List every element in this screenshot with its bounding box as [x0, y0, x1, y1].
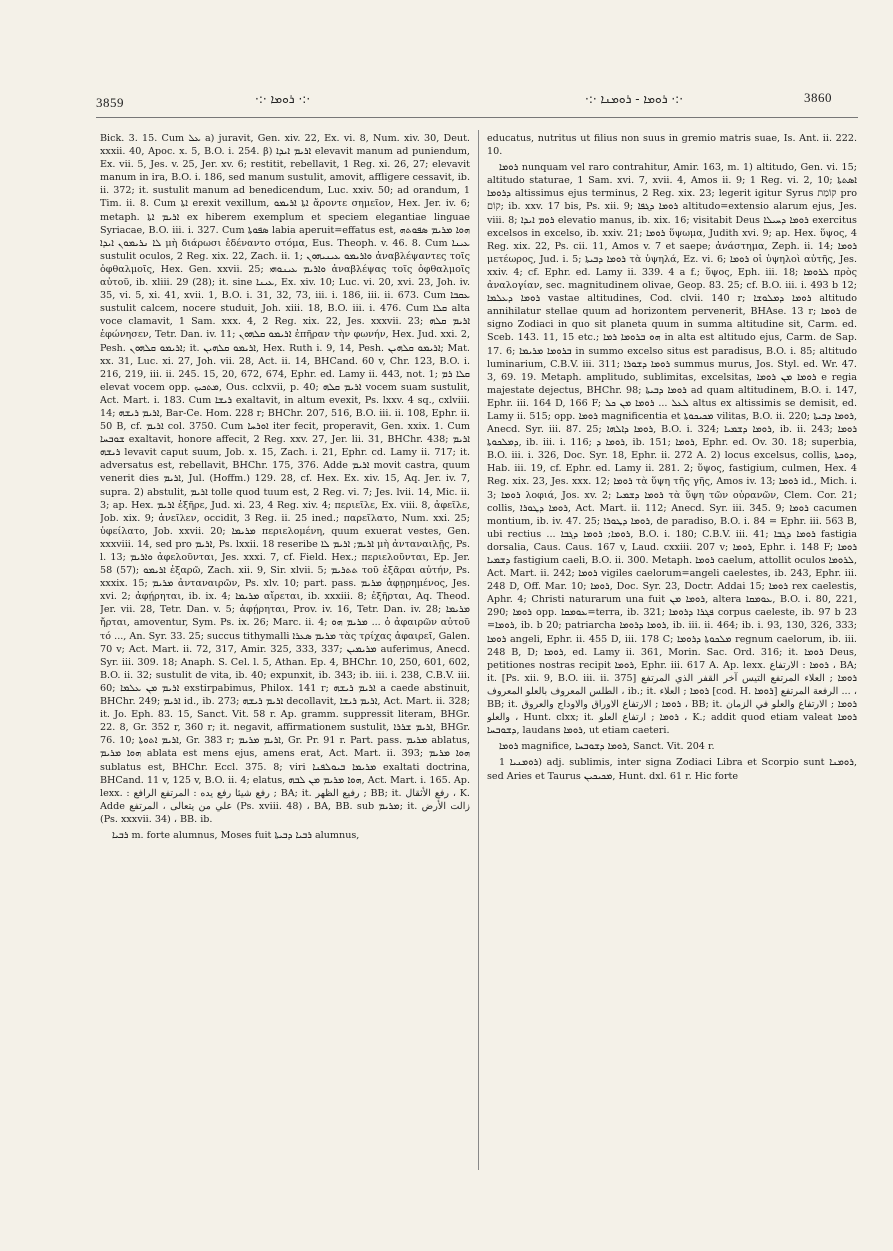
left-column — [100, 132, 470, 1172]
entry-paragraph: ܪܘܡܢܝܐ 1) adj. sublimis, inter signa Zodiaci Libra et Scorpio sunt ܪܘܡܢܐ, sed Aries et Taurus ܡܟܝܟܝܢ, Hunt. dxl. 61 r. Hic forte — [487, 757, 857, 782]
right-running-head: ·:· ܪܘܡܐ - ܪܘܡܢܐ ·:· — [585, 92, 684, 106]
left-running-head: ·:· ܪܘܡܐ ·:· — [255, 92, 311, 106]
header-rule — [96, 117, 858, 118]
right-column — [487, 132, 857, 1172]
page-header — [0, 0, 893, 110]
entry-paragraph: educatus, nutritus ut filius non suus in gremio matris suae, Is. Ant. ii. 222. 10. — [487, 133, 857, 158]
entry-paragraph: ܪܘܡܐ nunquam vel raro contrahitur, Amir. 163, m. 1) altitudo, Gen. vi. 15; altitudo staturae, 1 Sam. xvi. 7, xvii. 4, Amos ii. 9; 1 Reg. vi. 2, 10; ܐܣܬܬܐ ܕܪܘܡܐ altissimus ejus terminus, 2 Reg. xix. 23; legerit igitur Syrus קוֹמַת pro קוֹם; ib. xxv. 17 bis, Ps. xii. 9; ܪܘܡܐ ܕܓܦܐ altitudo=extensio alarum ejus, Jes. viii. 8; ܪܘܡ ܐܝܕܐ elevatio manus, ib. xix. 16; visitabit Deus ܪܘܡܐ ܕܚܝܠܐ exercitus excelsos in excelso, ib. xxiv. 21; ܪܘܡܐ ὕψωμα, Judith xvi. 9; ap. Hex. ὕψος, 4 Reg. xix. 22, Ps. cii. 11, Amos v. 7 et saepe; ἀνάστημα, Zeph. ii. 14; ܪܘܡܐ μετέωρος, Jud. i. 5; ܪܘܡܐ ܕܒܝܬܐ τὰ ὑψηλά, Ez. vi. 6; ܪܘܡܐ οἱ ὑψηλοὶ αὐτῆς, Jes. xxiv. 4; cf. Ephr. ed. Lamy ii. 339. 4 a f.; ὕψος, Eph. iii. 18; ܠܪܘܡܐ πρὸς ἀναλογίαν, sec. magnitudinem olivae, Geop. 83. 25; cf. B.O. iii. i. 493 b 12; ܪܘܡܐ ܕܥܠܡܐ vastae altitudines, Cod. clvii. 140 r; ܪܘܡܐ ܕܡܠܘܫܐ altitudo annihilatur stellae quum ad horizontem pervenerit, BHAse. 13 r; ܪܘܡܐ de signo Zodiaci in quo sit planeta quum in summa altitudine sit, Carm. ed. Sceb. 143. 11, 15 etc.; ܗܘ ܒܪܘܡܐ ܪܡܐ in alta est altitudo ejus, Carm. de Sap. 17. 6; ܒܪܘܡܐ ܡܪܝܡܐ in summo excelso situs est paradisus, B.O. i. 85; altitudo luminarium, C.B.V. iii. 311; ܪܘܡܐ ܕܫܘܪܐ summus murus, Jos. Styl. ed. Wr. 47. 3, 69. 19. Metaph. amplitudo, sublimitas, excelsitas, ܪܘܡܐ ܡܢ ܪܘܡܐ e regia majestate dejectus, BHChr. 98; ܪܘܡܐ ܕܒܝܬܐ ad quam altitudinem, B.O. i. 147, Ephr. iii. 164 D, 166 F; ܠܥܠ ... ܪܘܡܐ ܡܢ ܟܠ altus ex altissimis se demisit, ed. Lamy ii. 515; opp. ܪܘܡܐ magnificentia et ܡܟܝܟܘܬܐ vilitas, B.O. ii. 220; ܪܘܡܐ ܕܒܝܬܐ, Anecd. Syr. iii. 87. 25; ܪܘܡܐ ܕܐܠܗܐ, B.O. i. 324; ܪܘܡܐ ܕܫܡܝܐ, ib. ii. 243; ܪܘܡܐ ܕܡܠܟܘܬܐ, ib. iii. i. 116; ܪܘܡܐ ܕ, ib. 151; ܪܘܡܐ, Ephr. ed. Ov. 30. 18; superbia, B.O. iii. i. 326, Doc. Syr. 18, Ephr. ii. 272 A. 2) locus excelsus, collis, ܕܘܟܬܐ, Hab. iii. 19, cf. Ephr. ed. Lamy ii. 281. 2; ὕψος, fastigium, culmen, Hex. 4 Reg. xix. 23, Jes. xxx. 12; ܪܘܡܐ τὰ ὕψη τῆς γῆς, Amos iv. 13; ܪܘܡܐ id., Mich. i. 3; ܪܘܡܐ λοφιά, Jos. xv. 2; ܪܘܡܐ ܕܫܡܝܐ τὰ ὕψη τῶν οὐρανῶν, Clem. Cor. 21; collis, ܪܘܡܐ ܕܛܘܪܐ, Act. Mart. ii. 112; Anecd. Syr. iii. 345. 9; ܪܘܡܐ cacumen montium, ib. iv. 47. 25; ܪܘܡܐ ܕܛܘܪܐ, de paradiso, B.O. i. 84 = Ephr. iii. 563 B, ubi rectius ... ܪܘܡܐ; ܪܘܡܐ ܕܓܒܐ, B.O. i. 180; C.B.V. iii. 41; ܪܘܡܐ ܕܓܒܐ fastigia dorsalia, Caus. Caus. 167 v, Laud. cxxiii. 207 v; ܪܘܡܐ, Ephr. i. 148 F; ܪܘܡܐ ܕܫܡܝܐ fastigium caeli, B.O. ii. 300. Metaph. ܪܘܡܐ caelum, attollit oculos ܠܪܘܡܐ, Act. Mart. ii. 242; ܪܘܡܐ vigiles caelorum=angeli caelestes, ib. 243, Ephr. iii. 248 D, Off. Mar. 10; ܪܘܡܐ, Doc. Syr. 23, Doctr. Addai 15; ܪܘܡܐ rex caelestis, Aphr. 4; Christi naturarum una fuit ܪܘܡܐ ܡܢ, altera ܥܘܡܩܐ, B.O. i. 80, 221, 290; ܪܘܡܐ opp. ܥܘܡܩܐ=terra, ib. 321; ܦܓܪܐ ܕܪܘܡܐ corpus caeleste, ib. 97 b 23 =ܪܘܡܐ, ib. b 20; patriarcha ܪܘܡܐ ܕܪܘܡܐ, ib. iii. ii. 464; ib. i. 93, 130, 326, 333; ܪܘܡܐ angeli, Ephr. ii. 455 D, iii. 178 C; ܡܠܟܘܬܐ ܕܪܘܡܐ regnum caelorum, ib. iii. 248 B, D; ܪܘܡܐ, ed. Lamy ii. 361, Morin. Sac. Ord. 316; it. ܪܘܡܐ Deus, petitiones nostras recipit ܪܘܡܐ, Ephr. iii. 617 A. Ap. lexx. ܪܘܡܐ : الارتفاع ، BA; it. [Ps. xii. 9, B.O. iii. ii. 375] ܪܘܡܐ ; العلاء المرتفع التيس آخر القفر الذي المرتفع الطلس المعروف بالعلو المعروف ، ib.; it. ܪܘܡܐ ; العلاء [cod. H. ܪܘܡܐ] الرفعة المرتفع ... ، BB; it. ܪܘܡܐ ; الارتفاع الاوراق والاوداج والعروق ، BB; it. ܪܘܡܐ ; الارتفاع والعلو في الزمان والعلو ، Hunt. clxx; it. ܪܘܡܐ ; ارتفاع العلو ، K.; addit quod etiam valeat ܪܘܡܐ ܕܫܘܒܚܐ, laudans ܪܘܡܐ, ut etiam caeteri. — [487, 162, 857, 737]
right-page-number: 3860 — [804, 90, 832, 105]
column-divider — [478, 130, 479, 1170]
entry-paragraph: ܪܘܡܐ magnifice, ܪܘܡܐ ܕܫܘܒܚܐ, Sanct. Vit. 204 r. — [499, 741, 715, 753]
left-page-number: 3859 — [96, 95, 124, 110]
entry-paragraph: Bick. 3. 15. Cum ܥܠ a) juravit, Gen. xiv. 22, Ex. vi. 8, Num. xiv. 30, Deut. xxxii. 40, Apoc. x. 5, B.O. i. 254. β) ܐܪܝܡ ܐܝܕܐ elevavit manum ad puniendum, Ex. vii. 5, Jes. v. 25, Jer. xv. 6; restitit, rebellavit, 1 Reg. xi. 26, 27; elevavit manum in ira, B.O. i. 186, sed manum sustulit, amovit, affligere cessavit, ib. ii. 372; it. sustulit manum ad benedicendum, Luc. xxiv. 50; ad orandum, 1 Tim. ii. 8. Cum ܐܬܐ erexit vexillum, ܐܬܐ ܐܪܝܡܘ ἄροντε σημεῖον, Hex. Jer. iv. 6; metaph. ܐܪܝܡ ܐܬܐ ex hiberem exemplum et speciem elegantiae linguae Syriacae, B.O. iii. i. 327. Cum ܣܦܘܬܐ labia aperuit=effatus est, ܗܘܐ ܡܪܝܡ ܣܦܘܬܗ ܠܐ ܢܪܝܡܘܢ ܐܝܕܐ μὴ διάρωσι ἐδέναντο στόμα, Eus. Theoph. v. 46. 8. Cum ܥܝܢܐ sustulit oculos, 2 Reg. xix. 22, Zach. ii. 1; ܘܐܪܝܡܘ ܥܝܢܝܗܘܢ ἀναβλέψαντες τοῖς ὀφθαλμοῖς, Hex. Gen. xxvii. 25; ܘܐܪܝܡ ܥܝܢܘܗܝ ἀναβλέψας τοῖς ὀφθαλμοῖς αὐτοῦ, ib. xliii. 29 (28); it. sine ܥܝܢܐ, Ex. xiv. 10; Luc. vi. 20, xvi. 23, Joh. iv. 35, vi. 5, xi. 41, xvii. 1, B.O. i. 31, 32, 73, iii. i. 186, iii. ii. 673. Cum ܥܩܒܐ sustulit calcem, nocere studuit, Joh. xiii. 18, B.O. iii. i. 476. Cum ܩܠܐ alta voce clamavit, 1 Sam. xxx. 4, 2 Reg. xix. 22, Jes. xxxvii. 23; ܐܪܝܡ ܩܠܗ ἐφώνησεν, Tetr. Dan. iv. 11; ܐܪܝܡܘ ܩܠܗܘܢ ἐπῆραν τὴν φωνήν, Hex. Jud. xxi. 2, Pesh. ܐܪܝܡܘ ܩܠܗܘܢ; it. ܐܪܝܡܘ ܩܠܗܝܢ, Hex. Ruth i. 9, 14, Pesh. ܐܪܝܡܘ ܩܠܗܝܢ; Mat. xx. 31, Luc. xi. 27, Joh. vii. 28, Act. ii. 14, BHCand. 60 v, Chr. 123, B.O. i. 216, 219, iii. ii. 245. 15, 20, 672, 674, Ephr. ed. Lamy ii. 443, not. 1; ܩܠܐ ܪܡ elevat vocem opp. ܡܬܟܝܟ, Ous. cclxvii, p. 40; ܐܪܝܡ ܩܠܗ vocem suam sustulit, Act. Mart. i. 183. Cum ܪܝܫܐ exaltavit, in altum evexit, Ps. lxxv. 4 sq., cxlviii. 14; ܐܪܝܡ ܪܝܫܗ, Bar-Ce. Hom. 228 r; BHChr. 207, 516, B.O. iii. ii. 108, Ephr. ii. 50 B, cf. ܐܪܝܡ col. 3750. Cum ܐܘܪܚܐ iter fecit, properavit, Gen. xxix. 1. Cum ܫܘܒܚܐ exaltavit, honore affecit, 2 Reg. xxv. 27, Jer. lii. 31, BHChr. 438; ܐܪܝܡ ܪܝܫܗ levavit caput suum, Job. x. 15, Zach. i. 21, Ephr. cd. Lamy ii. 717; it. adversatus est, rebellavit, BHChr. 175, 376. Adde ܐܪܝܡ movit castra, quum venerit dies ܐܪܝܡ, Jul. (Hoffm.) 129. 28, cf. Hex. Ex. xiv. 15, Aq. Jer. iv. 7, supra. 2) abstulit, ܐܪܝܡ tolle quod tuum est, 2 Reg. vi. 7; Jes. lvii. 14, Mic. ii. 3; ap. Hex. ܐܪܝܡ ἐξῆρε, Jud. xi. 23, 4 Reg. xiv. 4; περιεῖλε, Ex. viii. 8, ἀφεῖλε, Job. xix. 9; ἀνεῖλεν, occidit, 3 Reg. ii. 25 ined.; παρεῖλατο, Num. xxi. 25; ὑφείλατο, Job. xxvii. 20; ܡܪܝܡܐ περιελομένη, quum exuerat vestes, Gen. xxxviii. 14, sed pro ܐܪܝܡ, Ps. lxxii. 18 reseribe ܐܪܝܡ; ܐܪܝܡ ܠܐ μὴ ἀνταναιλῇς, Ps. l. 13; ܘܐܪܝܡ ἀφελοῦνται, Jes. xxxi. 7, cf. Field. Hex.; περιελοῦνται, Ep. Jer. 58 (57); ܐܪܝܡܘ ἐξαρῶ, Zach. xii. 9, Sir. xlvii. 5; ܬܬܪܝܡ τοῦ ἐξᾶραι αὐτήν, Ps. xxxix. 15; ܡܪܝܡ ἀνταναιρῶν, Ps. xlv. 10; part. pass. ܡܪܝܡ ἀφῃρημένος, Jes. xvi. 2; ἀφῄρηται, ib. ix. 4; ܡܪܝܡܐ αἴρεται, ib. xxxiii. 8; ἐξῆρται, Aq. Theod. Jer. vii. 28, Tetr. Dan. v. 5; ἀφῄρηται, Prov. iv. 16, Tetr. Dan. iv. 28; ܡܪܝܡܐ ἤρται, amoventur, Sym. Ps. ix. 26; Marc. ii. 4; ܡܪܝܡ ܗܘ ... ὁ ἀφαιρῶν αὐτοῦ τό ..., An. Syr. 33. 25; succus tithymalli ܡܪܝܡ ܣܥܪܐ τὰς τρίχας ἀφαιρεῖ, Galen. 70 v; Act. Mart. ii. 72, 317, Amir. 325, 333, 337; ܡܪܝܡܝܢ auferimus, Anecd. Syr. iii. 309. 18; Anaph. S. Cel. l. 5, Athan. Ep. 4, BHChr. 10, 250, 601, 602, B.O. ii. 32; sustulit de vita, ib. 40; expunxit, ib. 343; ib. iii. i. 238, C.B.V. iii. 60; ܐܪܝܡ ܡܢ ܥܠܡܐ exstirpabimus, Philox. 141 r; ܐܪܝܡ ܪܝܫܗ a caede abstinuit, BHChr. 249; ܐܪܝܡ id., ib. 273; ܐܪܝܡ ܪܝܫܗ decollavit, ܐܪܝܡ ܪܝܫܐ, Act. Mart. ii. 328; it. Jo. Eph. 83. 15, Sanct. Vit. 58 r. Ap. gramm. suppressit literam, BHGr. 22. 8, Gr. 352 r, 360 r; it. negavit, affirmationem sustulit, ܐܪܝܡ ܫܪܪܐ, BHGr. 76. 10; ܐܪܝܡ ܐܬܘܬܐ, Gr. 383 r; ܐܪܝܡ ܡܪܝܡ, Gr. Pr. 91 r. Part. pass. ܡܪܝܡ ablatus, ܗܘܐ ܡܪܝܡ ablata est mens ejus, amens erat, Act. Mart. ii. 393; ܗܘܐ ܡܪܝܡ sublatus est, BHChr. Eccl. 375. 8; viri ܡܪܝܡܐ ܒܝܘܠܦܢܐ exaltati doctrina, BHCand. 11 v, 125 v, B.O. ii. 4; elatus, ܗܘܐ ܡܪܝܡ ܡܢ ܠܒܗ, Act. Mart. i. 165. Ap. lexx. : رفع شيئا رفع يده : المرتفع الرافع ; BA; it. رفيع الظهر ; BB; it. رفع الأثقال ، K. Adde علي من يتعالى ، المرتفع (Ps. xviii. 48) ، BA, BB. sub ܡܪܝܡ; it. زالت الأرض (Ps. xxxvii. 34) ، BB. ib. — [100, 133, 470, 825]
entry-paragraph: ܪܒܝܐ m. forte alumnus, Moses fuit ܪܒܝܐ ܕܒܝܬܐ alumnus, — [112, 829, 360, 841]
